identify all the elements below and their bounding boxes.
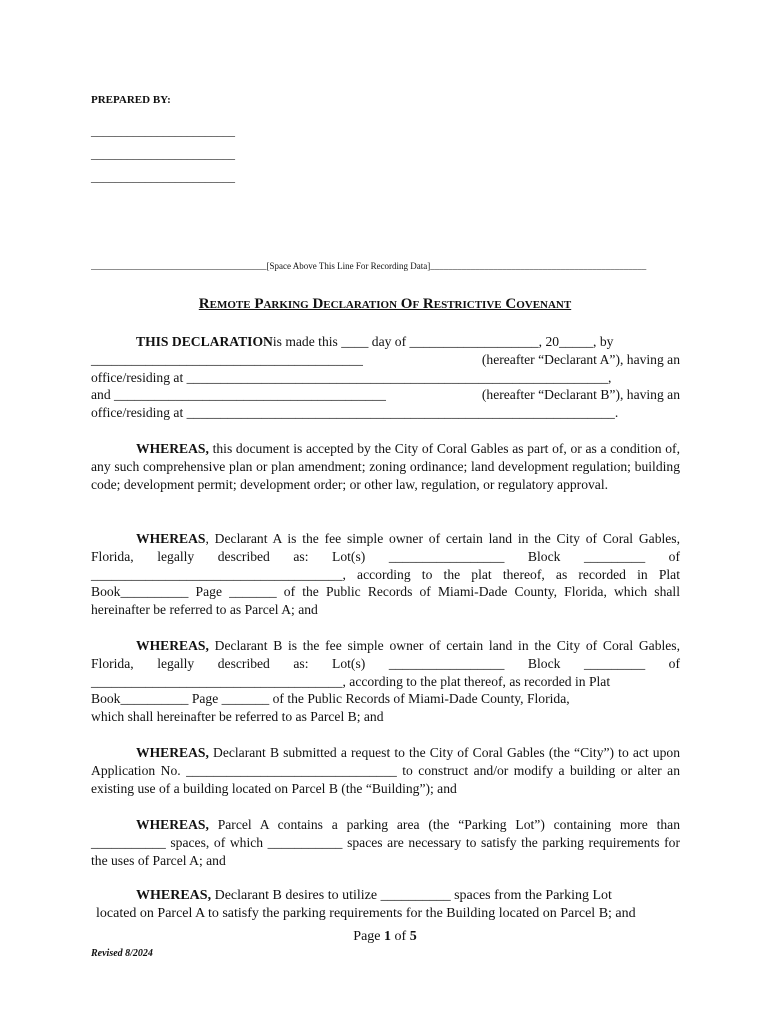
whereas-paragraph-5 [91,816,680,869]
preparer-blank-line-3: ________________________ [91,170,235,184]
revised-date: Revised 8/2024 [91,948,153,959]
page-current: 1 [384,929,392,944]
whereas-4-bold: WHEREAS, [136,745,209,760]
declaration-lead: THIS DECLARATION [136,334,273,349]
declarant-a-address: office/residing at ______________________________________________________________, [91,369,612,385]
page-prefix: Page [353,929,385,944]
preparer-blank-line-2: ________________________ [91,147,235,161]
whereas-paragraph-2 [91,530,680,619]
document-title: Remote Parking Declaration Of Restrictive Covenant [198,296,572,312]
prepared-by-label: PREPARED BY: [91,94,171,106]
whereas-6-line-2: located on Parcel A to satisfy the parking requirements for the Building located on Parcel B; and [96,905,636,921]
page-of: of [391,929,410,944]
declarant-a-name-blank: ________________________________________ [91,351,363,367]
whereas-paragraph-3 [91,637,680,726]
recording-data-line: _______________________________________[Space Above This Line For Recording Data]________________________________________________ [91,261,647,271]
declaration-line1: is made this ____ day of ___________________, 20_____, by [272,334,614,349]
whereas-paragraph-4 [91,744,680,797]
declarant-b-label: (hereafter “Declarant B”), having an [481,387,680,403]
declaration-paragraph [91,333,680,422]
declarant-b-address: office/residing at _______________________________________________________________. [91,405,619,421]
whereas-2-text: , Declarant A is the fee simple owner of certain land in the City of Coral Gables, Florida, legally described as: Lot(s) _________________ Block _________ of _____________________________________, according to the plat thereof, as recorded in Plat Book__________ Page _______ of the Public Records of Miami-Dade County, Florida, which shall hereinafter be referred to as Parcel A; and [91,531,680,618]
declarant-a-label: (hereafter “Declarant A”), having an [481,351,680,367]
declarant-b-name-blank: and ________________________________________ [91,387,386,403]
whereas-paragraph-6 [91,887,680,923]
whereas-paragraph-1 [91,440,680,493]
preparer-blank-line-1: ________________________ [91,124,235,138]
whereas-6-text: Declarant B desires to utilize __________ spaces from the Parking Lot [211,888,612,903]
whereas-1-bold: WHEREAS, [136,441,209,456]
whereas-1-text: this document is accepted by the City of Coral Gables as part of, or as a condition of, any such comprehensive plan or plan amendment; zoning ordinance; land development regulation; building code; development permit; development order; or other law, regulation, or regulatory approval. [91,441,680,492]
whereas-3-line-book: Book__________ Page _______ of the Public Records of Miami-Dade County, Florida, [91,691,570,707]
whereas-2-bold: WHEREAS [136,531,206,546]
page-number [0,929,770,945]
whereas-5-text: Parcel A contains a parking area (the “Parking Lot”) containing more than ___________ spaces, of which ___________ spaces are necessary to satisfy the parking requirements for the uses of Parcel A; and [91,817,680,868]
whereas-3-line-parcel: which shall hereinafter be referred to as Parcel B; and [91,709,384,725]
whereas-3-bold: WHEREAS, [136,638,209,653]
whereas-6-bold: WHEREAS, [136,888,212,903]
page-total: 5 [409,929,417,944]
whereas-4-text: Declarant B submitted a request to the City of Coral Gables (the “City”) to act upon Application No. _______________________________ to construct and/or modify a building or alter an existing use of a building located on Parcel B (the “Building”); and [91,745,680,796]
whereas-5-bold: WHEREAS, [136,817,209,832]
whereas-3-text: Declarant B is the fee simple owner of certain land in the City of Coral Gables, Florida, legally described as: Lot(s) _________________ Block _________ of _____________________________________, according to the plat thereof, as recorded in Plat [91,638,680,689]
